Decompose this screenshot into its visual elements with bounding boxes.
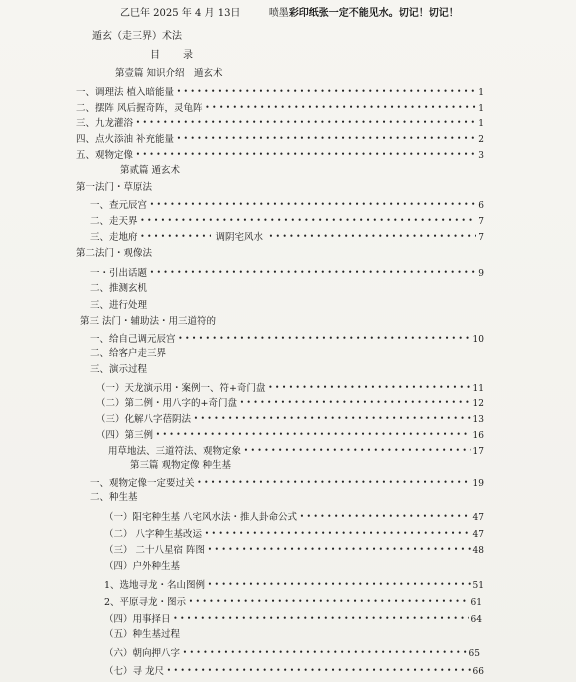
leader-dots xyxy=(268,381,470,394)
toc-entry[interactable] xyxy=(90,230,484,244)
toc-entry-page: 12 xyxy=(472,399,484,409)
leader-dots xyxy=(179,332,471,345)
toc-entry-page: 2 xyxy=(478,135,484,145)
part2-heading: 第贰篇 遁玄术 xyxy=(120,165,181,176)
leader-dots xyxy=(206,101,477,114)
toc-entry-page: 1 xyxy=(478,104,484,114)
leader-dots xyxy=(205,527,471,540)
toc-entry-label: 一・引出话题 xyxy=(90,268,148,279)
toc-entry-label: （三）化解八字蓓阴法 xyxy=(96,414,192,425)
toc-entry-label: 1、选地寻龙・名山图例 xyxy=(104,580,206,591)
toc-entry[interactable] xyxy=(76,132,484,146)
toc-entry-label: （六）朝向押八字 xyxy=(104,648,181,659)
leader-dots xyxy=(208,543,471,556)
toc-entry-label: 五、观物定像 xyxy=(76,150,134,161)
toc-entry-label: 用草地法、三道符法、观物定象 xyxy=(108,446,242,457)
toc-entry-page: 61 xyxy=(470,598,482,608)
method3-heading: 第三 法门・辅助法・用三道符的 xyxy=(80,316,217,327)
toc-entry[interactable] xyxy=(76,116,484,130)
toc-entry-page: 66 xyxy=(472,667,484,677)
toc-entry-label[interactable]: 三、进行处理 xyxy=(90,300,148,311)
toc-entry-page: 65 xyxy=(468,649,480,659)
method1-heading: 第一法门・草原法 xyxy=(76,182,153,193)
toc-entry-label: 三、走地府 xyxy=(90,232,138,243)
leader-dots xyxy=(269,230,476,243)
toc-entry-page: 13 xyxy=(472,415,484,425)
leader-dots xyxy=(167,664,471,677)
toc-entry-page: 47 xyxy=(472,530,484,540)
toc-entry[interactable] xyxy=(104,595,482,609)
toc-entry[interactable] xyxy=(96,381,484,395)
leader-dots xyxy=(136,116,476,129)
toc-entry[interactable] xyxy=(96,412,484,426)
toc-entry[interactable] xyxy=(90,198,484,212)
toc-entry[interactable] xyxy=(96,428,484,442)
toc-entry-label: 二、走天界 xyxy=(90,216,138,227)
toc-entry-label: 2、平原寻龙・图示 xyxy=(104,597,187,608)
leader-dots xyxy=(174,612,469,625)
toc-entry-page: 7 xyxy=(478,217,484,227)
toc-entry-label: 三、九龙灌浴 xyxy=(76,118,134,129)
toc-entry-page: 3 xyxy=(478,151,484,161)
toc-entry[interactable] xyxy=(104,510,484,524)
toc-entry[interactable] xyxy=(104,646,480,660)
toc-entry[interactable] xyxy=(104,543,484,557)
toc-entry-label: （一）天龙演示用・案例一、符+奇门盘 xyxy=(96,383,266,394)
document-title: 遁玄（走三界）术法 xyxy=(92,31,182,42)
toc-entry-label[interactable]: 二、种生基 xyxy=(90,492,138,503)
toc-entry-label: （二） 八字种生基改运 xyxy=(104,529,203,540)
toc-entry-page: 17 xyxy=(472,447,484,457)
leader-dots xyxy=(156,428,471,441)
toc-entry[interactable] xyxy=(104,527,484,541)
header-warning: 彩印纸张一定不能见水。切记！切记！ xyxy=(288,8,459,19)
toc-entry-label[interactable]: 二、给客户走三界 xyxy=(90,348,167,359)
toc-entry-page: 48 xyxy=(472,546,484,556)
part1-heading: 第壹篇 知识介绍 遁玄术 xyxy=(115,68,223,79)
toc-entry-page: 7 xyxy=(478,233,484,243)
toc-entry[interactable] xyxy=(104,664,484,678)
toc-entry-label[interactable]: 三、演示过程 xyxy=(90,364,148,375)
toc-entry[interactable] xyxy=(76,85,484,99)
part3-heading: 第三篇 观物定像 种生基 xyxy=(130,460,232,471)
page-header xyxy=(120,8,459,20)
leader-dots xyxy=(177,132,476,145)
toc-entry-label: 二、摆阵 风后握奇阵，灵龟阵 xyxy=(76,103,203,114)
toc-entry[interactable] xyxy=(96,396,484,410)
leader-dots xyxy=(194,412,471,425)
toc-entry[interactable] xyxy=(76,101,484,115)
toc-entry-label: （三） 二十八星宿 阵图 xyxy=(104,545,206,556)
header-date: 乙巳年 2025 年 4 月 13日 xyxy=(120,8,241,19)
method2-heading: 第二法门・观像法 xyxy=(76,248,153,259)
toc-entry-page: 1 xyxy=(478,119,484,129)
toc-entry-label: （七）寻 龙尺 xyxy=(104,666,165,677)
toc-entry[interactable] xyxy=(104,612,482,626)
leader-dots xyxy=(244,444,471,457)
toc-entry-label: 一、给自己调元辰宫 xyxy=(90,334,176,345)
toc-entry-page: 9 xyxy=(478,269,484,279)
toc-entry-label: （四）第三例 xyxy=(96,430,154,441)
leader-dots xyxy=(189,595,469,608)
toc-entry-page: 10 xyxy=(472,335,484,345)
toc-entry[interactable] xyxy=(90,266,484,280)
toc-entry-label: （一）阳宅种生基 八宅风水法・推人卦命公式 xyxy=(104,512,298,523)
toc-entry-page: 19 xyxy=(472,479,484,489)
toc-entry[interactable] xyxy=(76,148,484,162)
toc-entry-label[interactable]: （五）种生基过程 xyxy=(104,629,181,640)
leader-dots xyxy=(150,266,476,279)
outdoor-heading: （四）户外种生基 xyxy=(104,561,181,572)
toc-entry-label[interactable]: 二、推测玄机 xyxy=(90,283,148,294)
leader-dots xyxy=(198,476,471,489)
toc-entry[interactable] xyxy=(90,476,484,490)
toc-entry-label: 一、观物定像一定要过关 xyxy=(90,478,195,489)
toc-entry-page: 47 xyxy=(472,513,484,523)
toc-entry[interactable] xyxy=(104,578,484,592)
leader-dots xyxy=(136,148,476,161)
toc-entry-note: 调阴宅风水 xyxy=(215,232,264,243)
toc-entry-page: 51 xyxy=(472,581,484,591)
leader-dots xyxy=(177,85,476,98)
header-warning-prefix: 喷墨 xyxy=(268,8,289,19)
leader-dots xyxy=(141,230,211,243)
toc-entry-page: 11 xyxy=(472,384,484,394)
toc-entry-label: 四、点火添油 补充能量 xyxy=(76,134,175,145)
toc-entry[interactable] xyxy=(90,214,484,228)
leader-dots xyxy=(183,646,467,659)
leader-dots xyxy=(208,578,471,591)
leader-dots xyxy=(141,214,477,227)
leader-dots xyxy=(300,510,471,523)
toc-entry-label: 一、查元辰宫 xyxy=(90,200,148,211)
toc-entry-label: （四）用事择日 xyxy=(104,614,171,625)
toc-entry-label: 一、调理法 植入暗能量 xyxy=(76,87,175,98)
toc-entry-page: 1 xyxy=(478,88,484,98)
toc-entry-page: 16 xyxy=(472,431,484,441)
toc-entry-page: 6 xyxy=(478,201,484,211)
toc-entry-page: 64 xyxy=(470,615,482,625)
toc-entry[interactable] xyxy=(90,332,484,346)
toc-entry[interactable] xyxy=(108,444,484,458)
leader-dots xyxy=(240,396,471,409)
leader-dots xyxy=(150,198,476,211)
toc-entry-label: （二）第二例・用八字的+奇门盘 xyxy=(96,398,237,409)
toc-title: 目 录 xyxy=(150,50,194,61)
